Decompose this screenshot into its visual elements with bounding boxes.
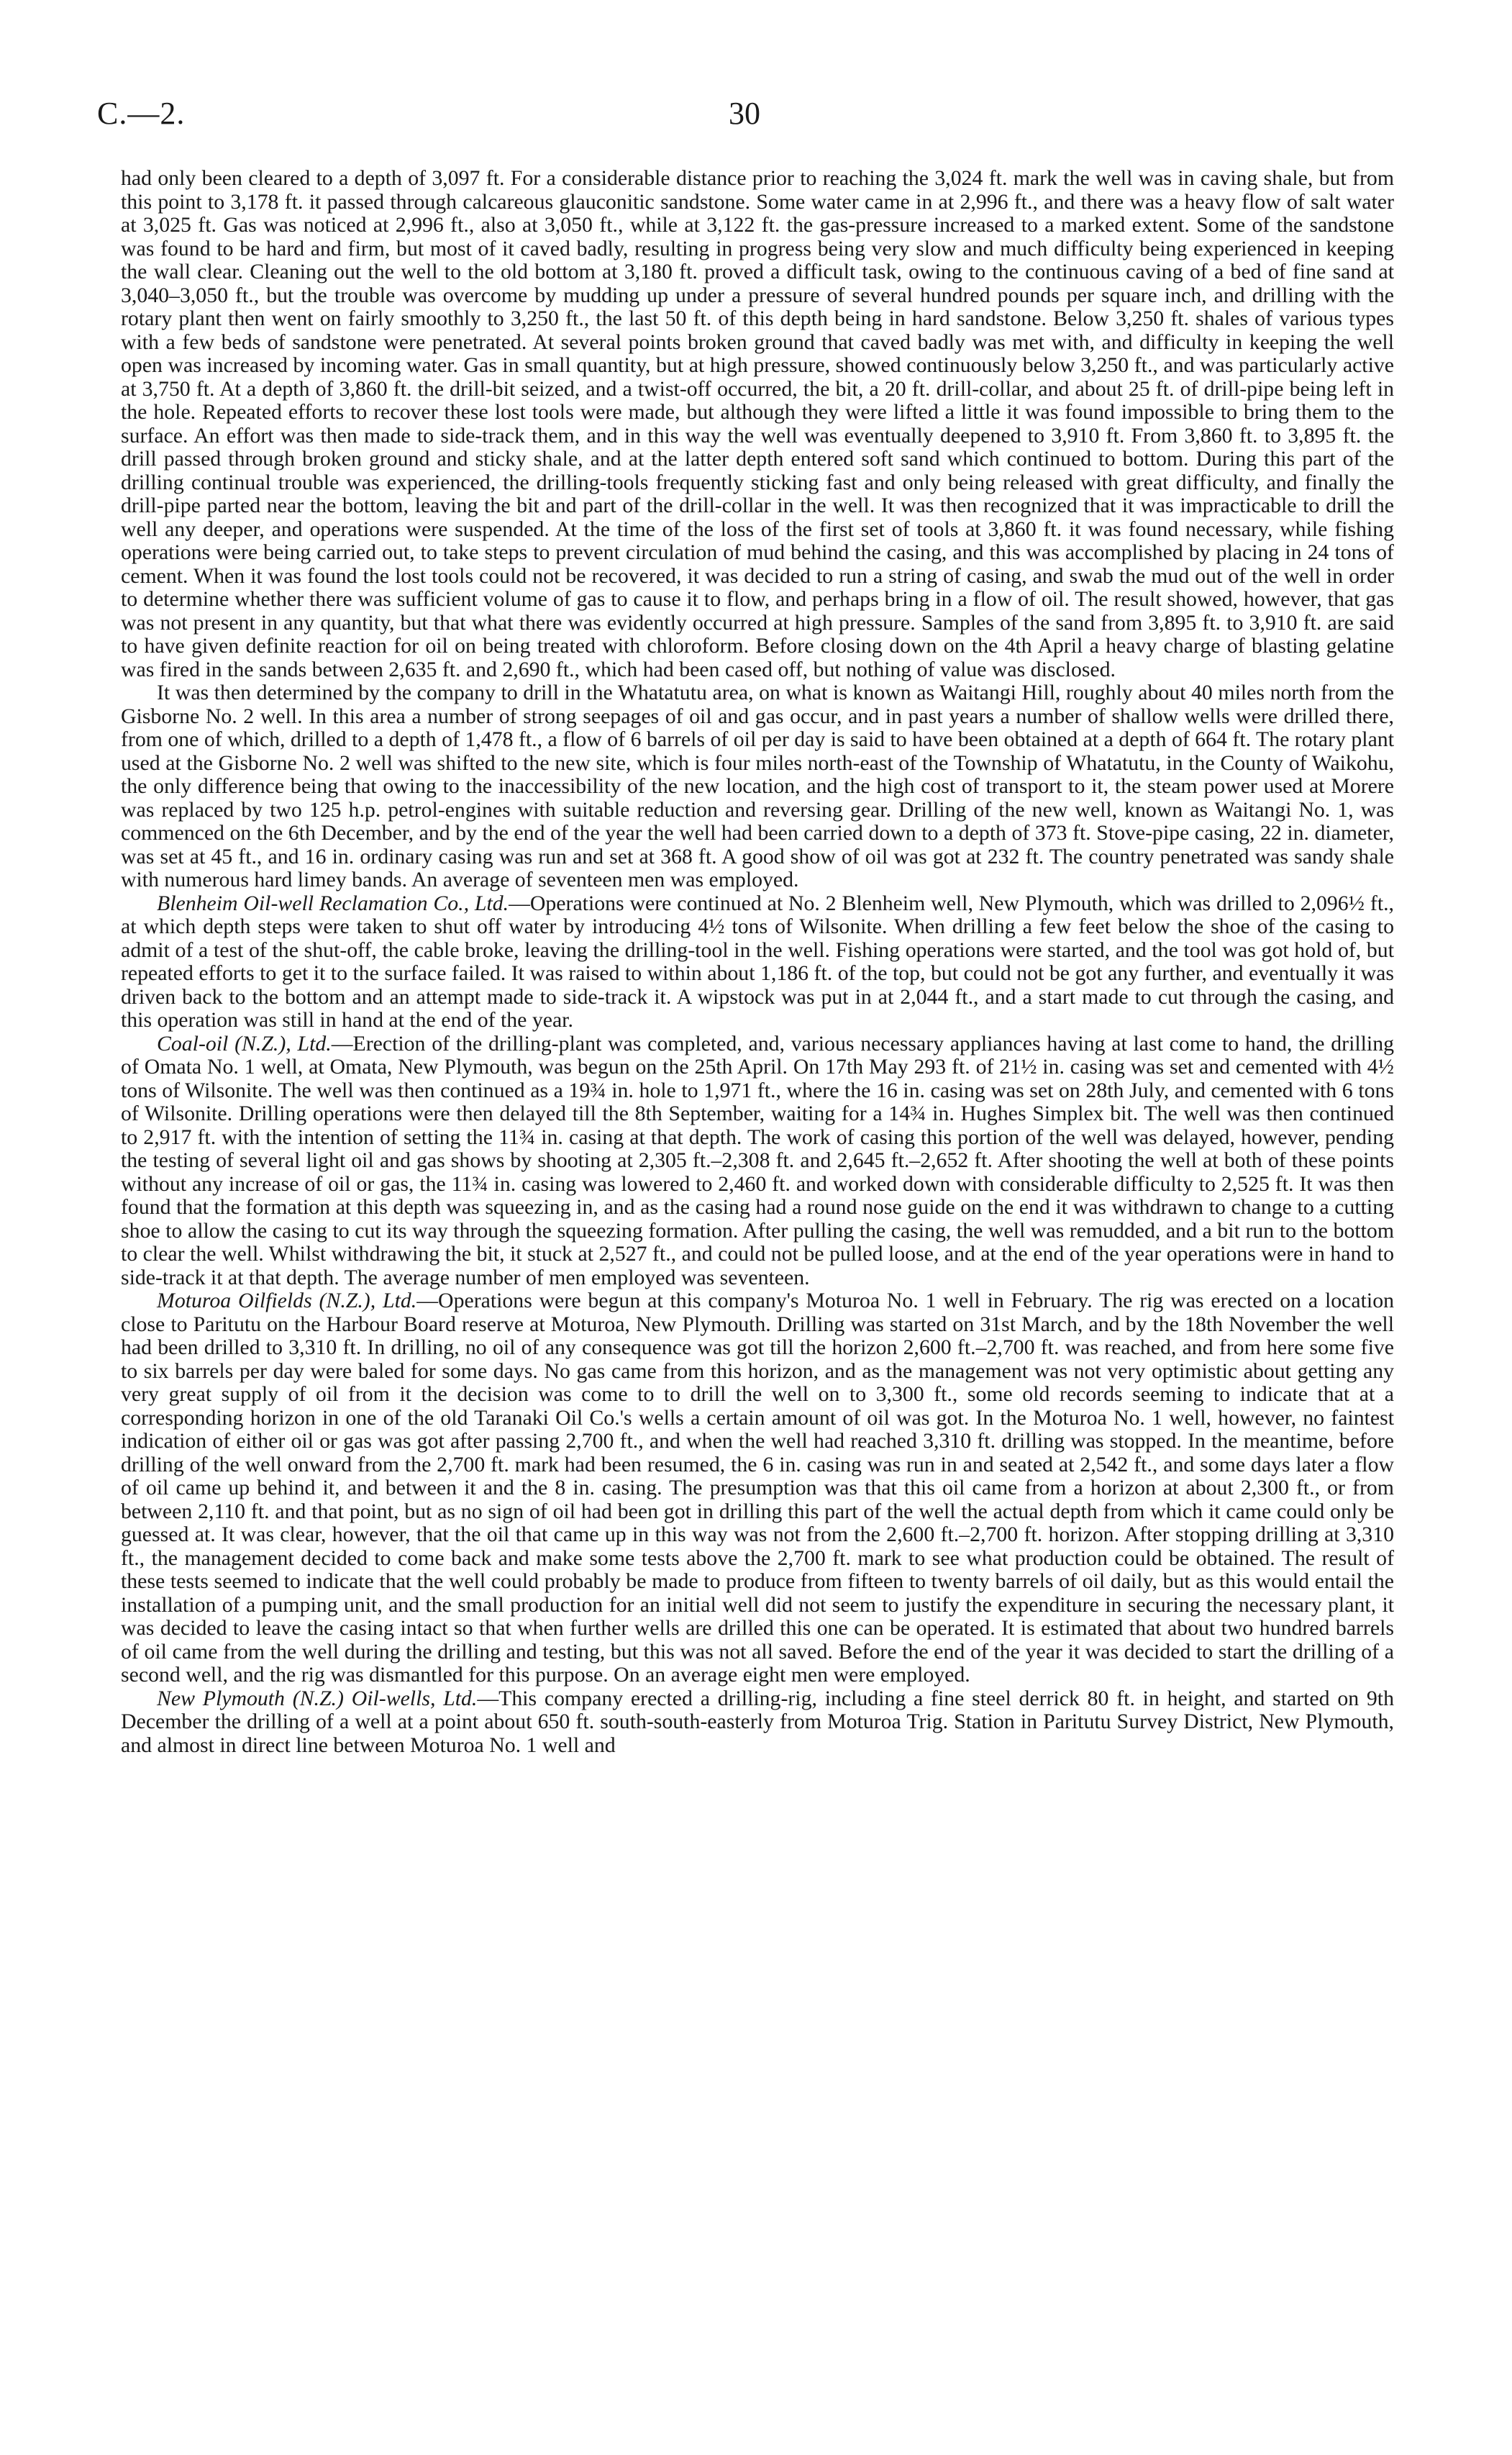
paragraph: [121, 1687, 1394, 1758]
paragraph: [121, 167, 1394, 681]
paragraph: [121, 1033, 1394, 1290]
paragraph-text: had only been cleared to a depth of 3,097 ft. For a considerable distance prior to reaching the 3,024 ft. mark the well was in caving shale, but from this point to 3,178 ft. it passed through calcareous glauconitic sandstone. Some water came in at 2,996 ft., and there was a heavy flow of salt water at 3,025 ft. Gas was noticed at 2,996 ft., also at 3,050 ft., while at 3,122 ft. the gas-pressure increased to a marked extent. Some of the sandstone was found to be hard and firm, but most of it caved badly, resulting in progress being very slow and much difficulty being experienced in keeping the wall clear. Cleaning out the well to the old bottom at 3,180 ft. proved a difficult task, owing to the continuous caving of a bed of fine sand at 3,040–3,050 ft., but the trouble was overcome by mudding up under a pressure of several hundred pounds per square inch, and drilling with the rotary plant then went on fairly smoothly to 3,250 ft., the last 50 ft. of this depth being in hard sandstone. Below 3,250 ft. shales of various types with a few beds of sandstone were penetrated. At several points broken ground that caved badly was met with, and difficulty in keeping the well open was increased by incoming water. Gas in small quantity, but at high pressure, showed continuously below 3,250 ft., and was particularly active at 3,750 ft. At a depth of 3,860 ft. the drill-bit seized, and a twist-off occurred, the bit, a 20 ft. drill-collar, and about 25 ft. of drill-pipe being left in the hole. Repeated efforts to recover these lost tools were made, but although they were lifted a little it was found impossible to bring them to the surface. An effort was then made to side-track them, and in this way the well was eventually deepened to 3,910 ft. From 3,860 ft. to 3,895 ft. the drill passed through broken ground and sticky shale, and at the latter depth entered soft sand which continued to bottom. During this part of the drilling continual trouble was experienced, the drilling-tools frequently sticking fast and only being released with great difficulty, and finally the drill-pipe parted near the bottom, leaving the bit and part of the drill-collar in the well. It was then recognized that it was impracticable to drill the well any deeper, and operations were suspended. At the time of the loss of the first set of tools at 3,860 ft. it was found necessary, while fishing operations were being carried out, to take steps to prevent circulation of mud behind the casing, and this was accomplished by placing in 24 tons of cement. When it was found the lost tools could not be recovered, it was decided to run a string of casing, and swab the mud out of the well in order to determine whether there was sufficient volume of gas to cause it to flow, and perhaps bring in a flow of oil. The result showed, however, that gas was not present in any quantity, but that what there was evidently occurred at high pressure. Samples of the sand from 3,895 ft. to 3,910 ft. are said to have given definite reaction for oil on being treated with chloroform. Before closing down on the 4th April a heavy charge of blasting gelatine was fired in the sands between 2,635 ft. and 2,690 ft., which had been cased off, but nothing of value was disclosed.: [121, 166, 1394, 681]
company-name: Coal-oil (N.Z.), Ltd.: [157, 1031, 332, 1056]
company-name: Blenheim Oil-well Reclamation Co., Ltd.: [157, 891, 509, 915]
report-reference: C.—2.: [97, 96, 186, 131]
paragraph: [121, 892, 1394, 1033]
company-name: Moturoa Oilfields (N.Z.), Ltd.: [157, 1289, 417, 1312]
paragraph-text: —Operations were begun at this company's Moturoa No. 1 well in February. The rig was erected on a location close to Paritutu on the Harbour Board reserve at Moturoa, New Plymouth. Drilling was started on 31st March, and by the 18th November the well had been drilled to 3,310 ft. In drilling, no oil of any consequence was got till the horizon 2,600 ft.–2,700 ft. was reached, and from here some five to six barrels per day were baled for some days. No gas came from this horizon, and as the management was not very optimistic about getting any very great supply of oil from it the decision was come to to drill the well on to 3,300 ft., some old records seeming to indicate that at a corresponding horizon in one of the old Taranaki Oil Co.'s wells a certain amount of oil was got. In the Moturoa No. 1 well, however, no faintest indication of either oil or gas was got after passing 2,700 ft., and when the well had reached 3,310 ft. drilling was stopped. In the meantime, before drilling of the well onward from the 2,700 ft. mark had been resumed, the 6 in. casing was run in and seated at 2,542 ft., and some days later a flow of oil came up behind it, and between it and the 8 in. casing. The presumption was that this oil came from a horizon at about 2,300 ft., or from between 2,110 ft. and that point, but as no sign of oil had been got in drilling this part of the well the actual depth from which it came could only be guessed at. It was clear, however, that the oil that came up in this way was not from the 2,600 ft.–2,700 ft. horizon. After stopping drilling at 3,310 ft., the management decided to come back and make some tests above the 2,700 ft. mark to see what production could be obtained. The result of these tests seemed to indicate that the well could probably be made to produce from fifteen to twenty barrels of oil daily, but as this would entail the installation of a pumping unit, and the small production for an initial well did not seem to justify the expenditure in securing the necessary plant, it was decided to leave the casing intact so that when further wells are drilled this one can be operated. It is estimated that about two hundred barrels of oil came from the well during the drilling and testing, but this was not all saved. Before the end of the year it was decided to start the drilling of a second well, and the rig was dismantled for this purpose. On an average eight men were employed.: [121, 1289, 1394, 1687]
page-number: 30: [729, 96, 760, 131]
paragraph-text: —This company erected a drilling-rig, including a fine steel derrick 80 ft. in height, and started on 9th December the drilling of a well at a point about 650 ft. south-south-easterly from Moturoa Trig. Station in Paritutu Survey District, New Plymouth, and almost in direct line between Moturoa No. 1 well and: [121, 1686, 1394, 1757]
paragraph-text: It was then determined by the company to drill in the Whatatutu area, on what is known as Waitangi Hill, roughly about 40 miles north from the Gisborne No. 2 well. In this area a number of strong seepages of oil and gas occur, and in past years a number of shallow wells were drilled there, from one of which, drilled to a depth of 1,478 ft., a flow of 6 barrels of oil per day is said to have been obtained at a depth of 664 ft. The rotary plant used at the Gisborne No. 2 well was shifted to the new site, which is four miles north-east of the Township of Whatatutu, in the County of Waikohu, the only difference being that owing to the inaccessibility of the new location, and the high cost of transport to it, the steam power used at Morere was replaced by two 125 h.p. petrol-engines with suitable reduction and reversing gear. Drilling of the new well, known as Waitangi No. 1, was commenced on the 6th December, and by the end of the year the well had been carried down to a depth of 373 ft. Stove-pipe casing, 22 in. diameter, was set at 45 ft., and 16 in. ordinary casing was run and set at 368 ft. A good show of oil was got at 232 ft. The country penetrated was sandy shale with numerous hard limey bands. An average of seventeen men was employed.: [121, 681, 1394, 891]
paragraph-text: —Erection of the drilling-plant was completed, and, various necessary appliances having at last come to hand, the drilling of Omata No. 1 well, at Omata, New Plymouth, was begun on the 25th April. On 17th May 293 ft. of 21½ in. casing was set and cemented with 4½ tons of Wilsonite. The well was then continued as a 19¾ in. hole to 1,971 ft., where the 16 in. casing was set on 28th July, and cemented with 6 tons of Wilsonite. Drilling operations were then delayed till the 8th September, waiting for a 14¾ in. Hughes Simplex bit. The well was then continued to 2,917 ft. with the intention of setting the 11¾ in. casing at that depth. The work of casing this portion of the well was delayed, however, pending the testing of several light oil and gas shows by shooting at 2,305 ft.–2,308 ft. and 2,645 ft.–2,652 ft. After shooting the well at both of these points without any increase of oil or gas, the 11¾ in. casing was lowered to 2,460 ft. and worked down with considerable difficulty to 2,525 ft. It was then found that the formation at this depth was squeezing in, and as the casing had a round nose guide on the end it was withdrawn to change to a cutting shoe to allow the casing to cut its way through the squeezing formation. After pulling the casing, the well was remudded, and a bit run to the bottom to clear the well. Whilst withdrawing the bit, it stuck at 2,527 ft., and could not be pulled loose, and at the end of the year operations were in hand to side-track it at that depth. The average number of men employed was seventeen.: [121, 1031, 1394, 1289]
paragraph-text: —Operations were continued at No. 2 Blenheim well, New Plymouth, which was drilled to 2,096½ ft., at which depth steps were taken to shut off water by introducing 4½ tons of Wilsonite. When drilling a few feet below the shoe of the casing to admit of a test of the shut-off, the cable broke, leaving the drilling-tool in the well. Fishing operations were started, and the tool was got hold of, but repeated efforts to get it to the surface failed. It was raised to within about 1,186 ft. of the top, but could not be got any further, and eventually it was driven back to the bottom and an attempt made to side-track it. A wipstock was put in at 2,044 ft., and a start made to cut through the casing, and this operation was still in hand at the end of the year.: [121, 891, 1394, 1032]
paragraph: [121, 1289, 1394, 1687]
company-name: New Plymouth (N.Z.) Oil-wells, Ltd.: [157, 1686, 478, 1710]
paragraph: [121, 681, 1394, 892]
page-header: [97, 92, 1392, 135]
body-text: [121, 167, 1394, 1757]
